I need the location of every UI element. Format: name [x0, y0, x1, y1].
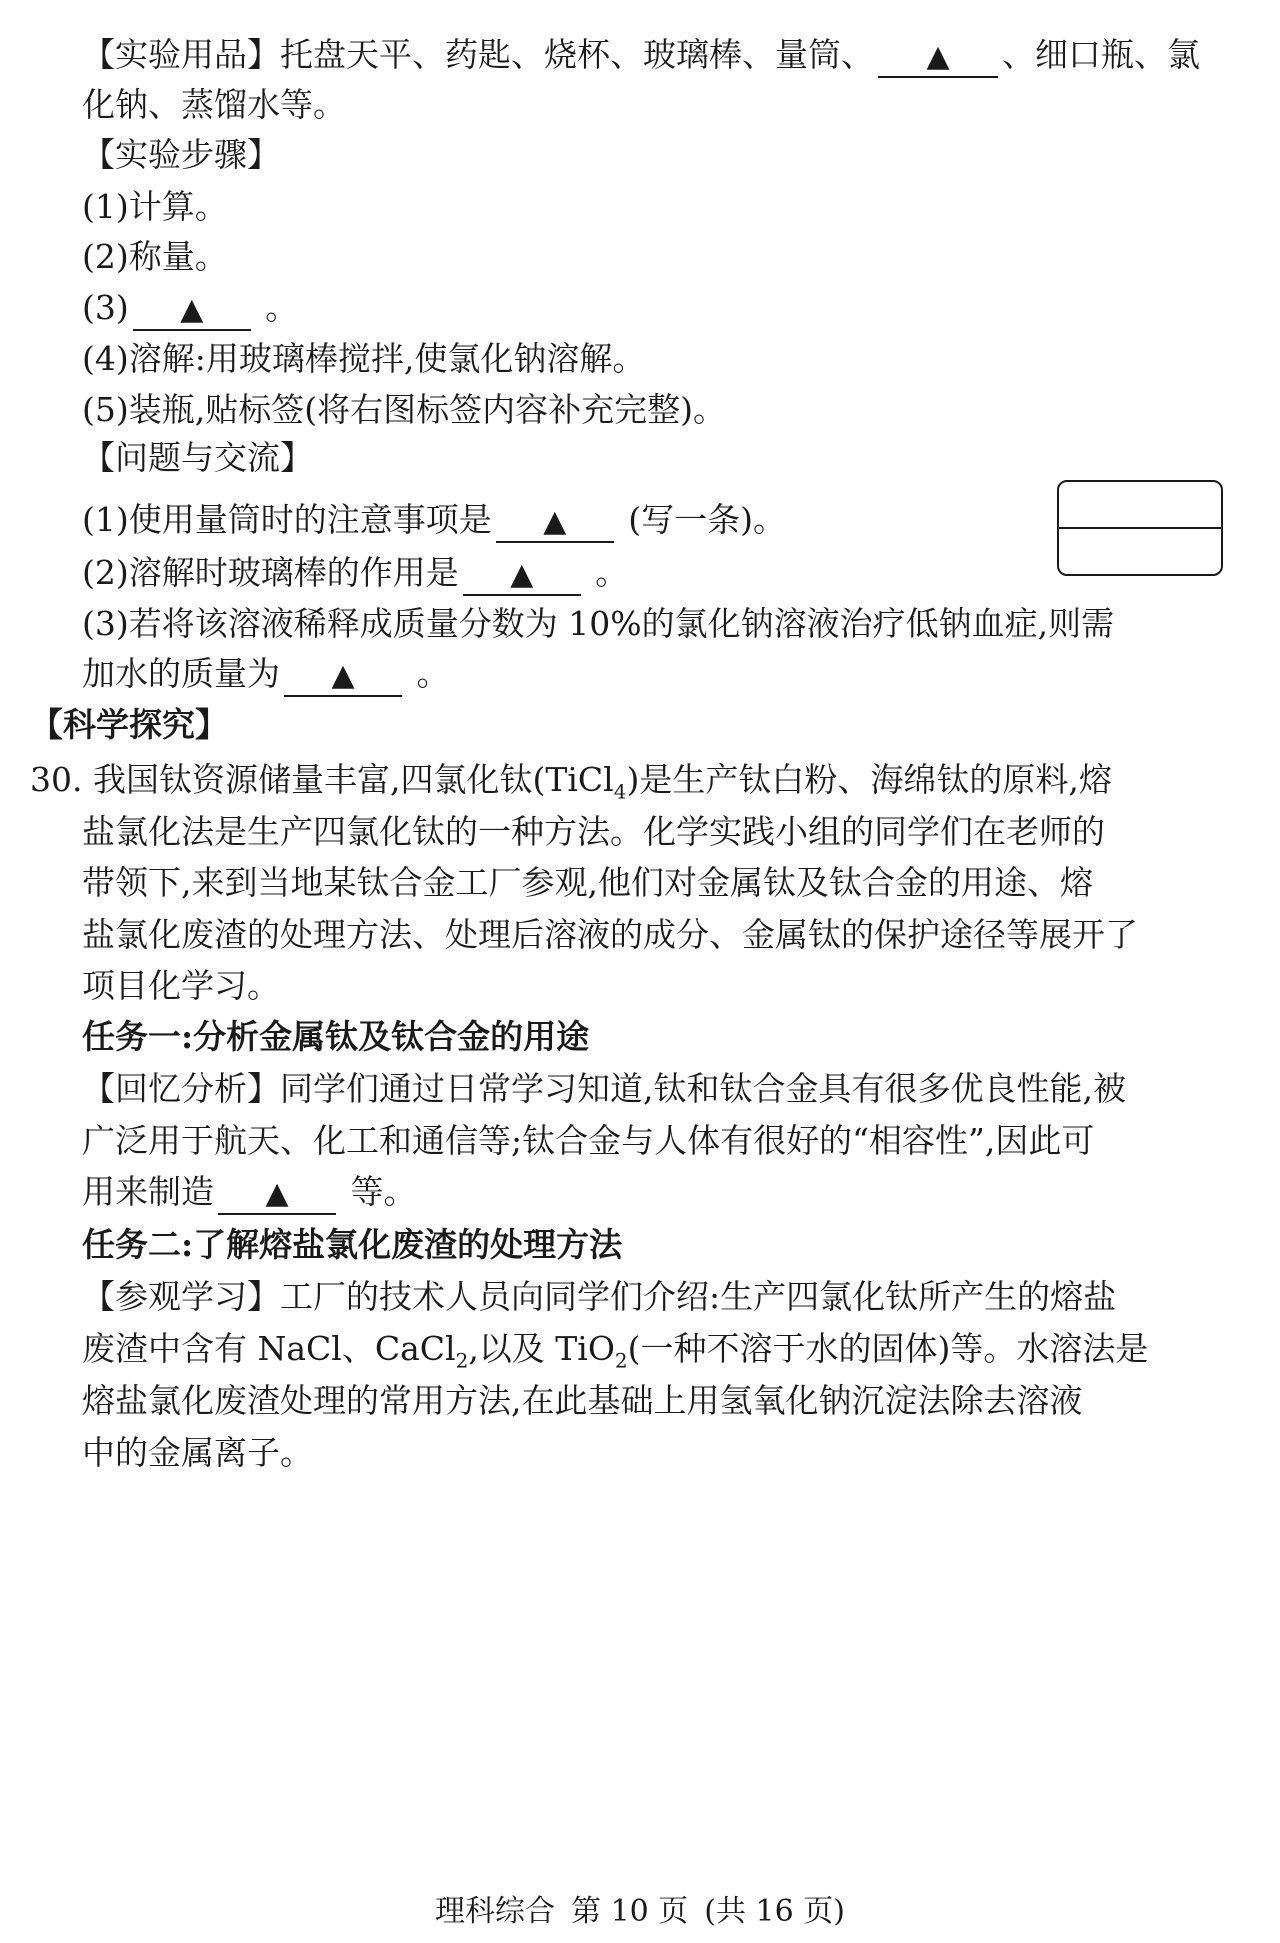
bottle-label-box[interactable] [1057, 480, 1223, 576]
problem-30-line-2: 盐氯化法是生产四氯化钛的一种方法。化学实践小组的同学们在老师的 [82, 812, 1105, 851]
recall-line-3 [82, 1172, 417, 1215]
step-2: (2)称量。 [82, 237, 228, 276]
answer-blank-q2[interactable] [463, 556, 581, 596]
question-3-cont [82, 654, 450, 697]
triangle-mark: ▲ [510, 557, 534, 592]
question-2-text: (2)溶解时玻璃棒的作用是 [82, 553, 459, 592]
question-2-end: 。 [595, 553, 629, 592]
section-heading-science: 【科学探究】 [30, 705, 228, 744]
task-2-heading: 任务二:了解熔盐氯化废渣的处理方法 [82, 1225, 623, 1264]
question-1-text: (1)使用量筒时的注意事项是 [82, 500, 492, 539]
question-3-text: 加水的质量为 [82, 654, 280, 693]
problem-30-line-4: 盐氯化废渣的处理方法、处理后溶液的成分、金属钛的保护途径等展开了 [82, 915, 1138, 954]
recall-line-2: 广泛用于航天、化工和通信等;钛合金与人体有很好的“相容性”,因此可 [82, 1121, 1095, 1160]
question-1 [82, 500, 786, 543]
step-3 [82, 288, 299, 331]
step-4: (4)溶解:用玻璃棒搅拌,使氯化钠溶解。 [82, 339, 646, 378]
visit-text-c: (一种不溶于水的固体)等。水溶法是 [627, 1329, 1149, 1368]
page-footer [0, 1886, 1280, 1930]
triangle-mark: ▲ [331, 658, 355, 693]
subscript: 4 [613, 779, 627, 804]
step-1: (1)计算。 [82, 187, 228, 226]
steps-heading: 【实验步骤】 [82, 135, 280, 174]
materials-line-2: 化钠、蒸馏水等。 [82, 85, 346, 124]
task-1-heading: 任务一:分析金属钛及钛合金的用途 [82, 1017, 590, 1056]
visit-line-3: 熔盐氯化废渣处理的常用方法,在此基础上用氢氧化钠沉淀法除去溶液 [82, 1381, 1083, 1420]
visit-line-4: 中的金属离子。 [82, 1433, 313, 1472]
step-3-label: (3) [82, 288, 129, 327]
footer-subject: 理科综合 [435, 1894, 556, 1929]
answer-blank-q1[interactable] [496, 503, 614, 543]
materials-text-end: 、细口瓶、氯 [1002, 35, 1200, 74]
step-5: (5)装瓶,贴标签(将右图标签内容补充完整)。 [82, 390, 726, 429]
footer-page-number: 第 10 页 [571, 1894, 689, 1929]
recall-end: 等。 [350, 1172, 417, 1211]
recall-line-1: 【回忆分析】同学们通过日常学习知道,钛和钛合金具有很多优良性能,被 [82, 1069, 1126, 1108]
recall-text: 用来制造 [82, 1172, 214, 1211]
visit-line-2 [82, 1329, 1149, 1373]
footer-total-pages: (共 16 页) [704, 1894, 845, 1929]
subscript: 2 [614, 1348, 628, 1373]
answer-blank-materials[interactable] [878, 38, 998, 78]
step-3-end: 。 [265, 288, 299, 327]
question-1-end: (写一条)。 [628, 500, 786, 539]
question-2 [82, 553, 629, 596]
problem-30-text-b: )是生产钛白粉、海绵钛的原料,熔 [626, 760, 1112, 799]
problem-30-line-3: 带领下,来到当地某钛合金工厂参观,他们对金属钛及钛合金的用途、熔 [82, 863, 1093, 902]
question-3-end: 。 [416, 654, 450, 693]
visit-text-a: 废渣中含有 NaCl、CaCl [82, 1329, 456, 1368]
problem-30-line-1 [30, 760, 1112, 804]
answer-blank-uses[interactable] [218, 1175, 336, 1215]
triangle-mark: ▲ [265, 1176, 289, 1211]
subscript: 2 [455, 1348, 469, 1373]
visit-line-1: 【参观学习】工厂的技术人员向同学们介绍:生产四氯化钛所产生的熔盐 [82, 1277, 1117, 1316]
materials-line [82, 35, 1200, 78]
problem-30-text-a: 30. 我国钛资源储量丰富,四氯化钛(TiCl [30, 760, 614, 799]
triangle-mark: ▲ [926, 39, 950, 74]
problem-30-line-5: 项目化学习。 [82, 966, 280, 1005]
label-divider [1059, 527, 1221, 529]
visit-text-b: ,以及 TiO [468, 1329, 615, 1368]
question-3: (3)若将该溶液稀释成质量分数为 10%的氯化钠溶液治疗低钠血症,则需 [82, 604, 1115, 643]
triangle-mark: ▲ [543, 504, 567, 539]
answer-blank-step-3[interactable] [133, 291, 251, 331]
answer-blank-q3[interactable] [284, 657, 402, 697]
triangle-mark: ▲ [180, 292, 204, 327]
discussion-heading: 【问题与交流】 [82, 438, 313, 477]
materials-text: 【实验用品】托盘天平、药匙、烧杯、玻璃棒、量筒、 [82, 35, 874, 74]
